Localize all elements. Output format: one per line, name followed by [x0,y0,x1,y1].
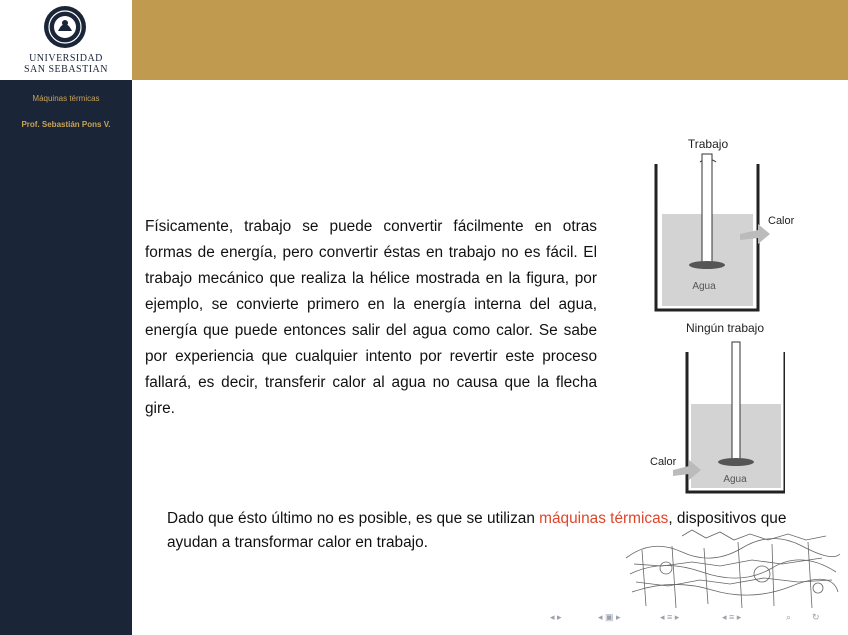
nav-search-icon[interactable]: ⌕ [786,612,792,622]
professor-name: Prof. Sebastián Pons V. [21,120,111,129]
work-label: Trabajo [687,137,729,151]
body-paragraph: Físicamente, trabajo se puede convertir fácilmente en otras formas de energía, pero convertir éstas en trabajo no es fácil. El trabajo mecánico que realiza la hélice mostrada en la figura, por ejemplo, se convierte primero en la energía interna del agua, energía que puede entonces salir del agua como calor. Se sabe por experiencia que cualquier intento por revertir este proceso fallará, es decir, transferir calor al agua no causa que la flecha gire. [145,218,597,417]
heat-label: Calor [768,215,795,227]
water-label: Agua [723,474,747,485]
paddle-wheel-icon [689,261,725,269]
nav-prev-icon[interactable]: ◂ ▸ [550,612,562,622]
university-name-line2: SAN SEBASTIAN [23,64,108,75]
nav-subsection-icon[interactable]: ◂ ≡ ▸ [660,612,680,622]
header-band [132,0,848,80]
university-name-line1: UNIVERSIDAD [29,53,103,64]
water-label: Agua [692,281,716,292]
closing-text-end: , dispositivos que ayudan a transformar calor en trabajo. [167,510,787,551]
paddle-wheel-icon [718,458,754,466]
figure-heat-no-work [645,320,785,505]
logo-box [0,0,132,80]
decorative-sketch [622,528,844,610]
shaft [732,342,740,462]
figure-work-to-heat [642,132,802,317]
nav-frame-icon[interactable]: ◂ ▣ ▸ [598,612,621,622]
nav-section-icon[interactable]: ◂ ≡ ▸ [722,612,742,622]
nav-loop-icon[interactable]: ↻ [812,612,820,622]
highlight-term: máquinas térmicas [539,510,669,527]
navigation-bar [550,612,845,628]
university-seal-icon [43,5,87,49]
shaft [702,154,712,266]
no-work-label: Ningún trabajo [685,321,765,335]
heat-label: Calor [650,456,677,468]
course-title: Máquinas térmicas [32,94,100,103]
closing-text-start: Dado que ésto último no es posible, es que se utilizan [167,510,540,527]
